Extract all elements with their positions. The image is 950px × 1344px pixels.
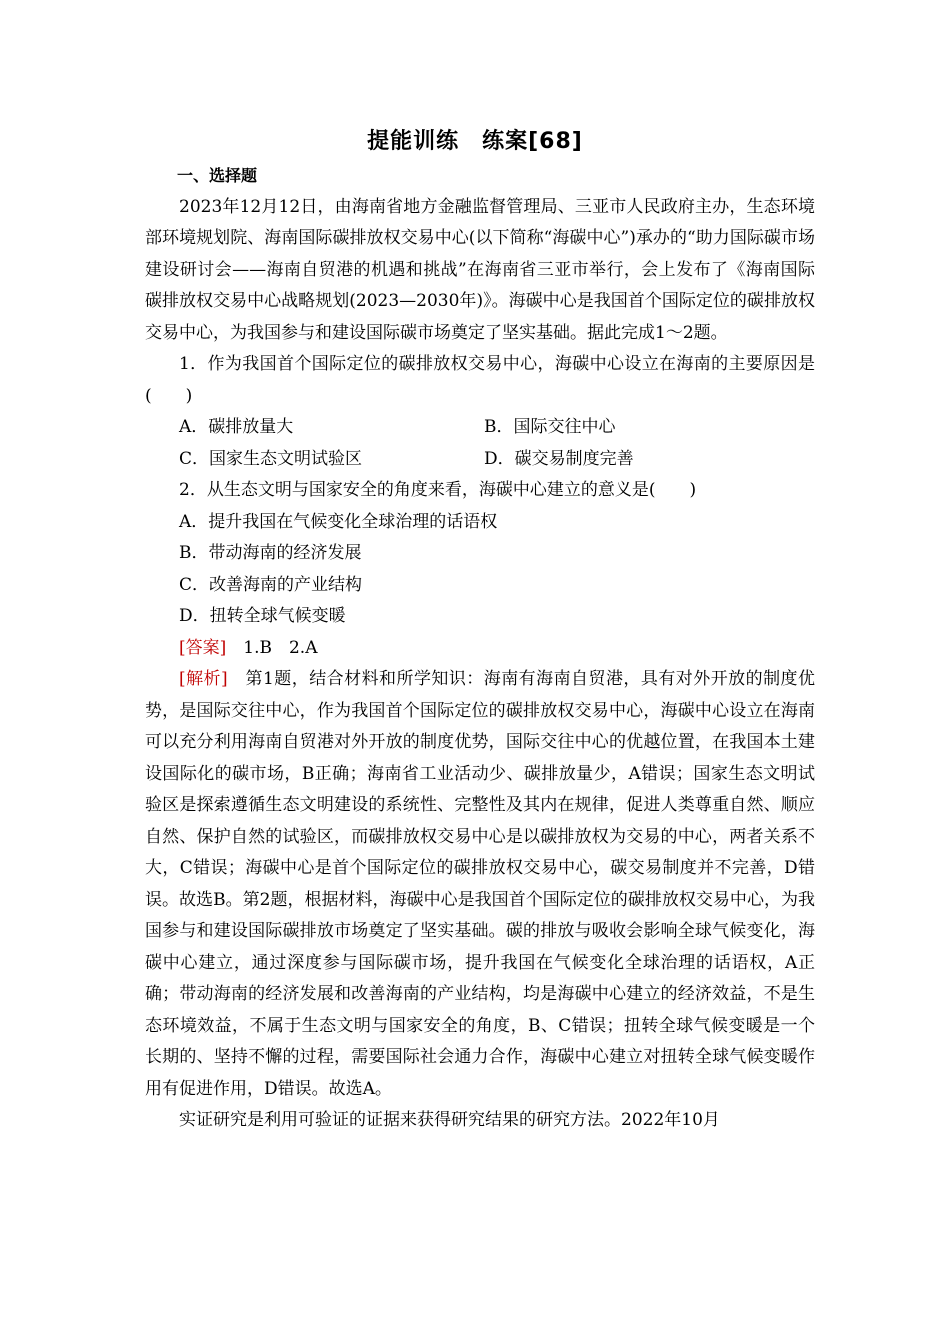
q2-option-a: A．提升我国在气候变化全球治理的话语权	[179, 511, 498, 532]
q1-option-b: B．国际交往中心	[484, 417, 616, 437]
question-1-options-row-1	[145, 412, 815, 444]
q1-option-a: A．碳排放量大	[179, 417, 294, 437]
answer-tag: [答案]	[179, 637, 227, 658]
document-body	[145, 160, 815, 1137]
next-passage-text: 实证研究是利用可验证的证据来获得研究结果的研究方法。2022年10月	[179, 1110, 720, 1130]
q2-option-c: C．改善海南的产业结构	[179, 574, 363, 595]
q1-option-d: D．碳交易制度完善	[484, 448, 634, 469]
question-1-stem: 1．作为我国首个国际定位的碳排放权交易中心，海碳中心设立在海南的主要原因是( )	[145, 354, 815, 406]
q2-option-b: B．带动海南的经济发展	[179, 543, 362, 563]
analysis-tag: [解析]	[179, 669, 228, 689]
section-heading: 一、选择题	[177, 166, 258, 185]
answer-line	[145, 633, 815, 665]
q1-option-c: C．国家生态文明试验区	[179, 448, 363, 469]
passage-text: 2023年12月12日，由海南省地方金融监督管理局、三亚市人民政府主办，生态环境部环境规划院、海南国际碳排放权交易中心(以下简称“海碳中心”)承办的“助力国际碳市场建设研讨会——海南自贸港的机遇和挑战”在海南省三亚市举行，会上发布了《海南国际碳排放权交易中心战略规划(2023—2030年)》。海碳中心是我国首个国际定位的碳排放权交易中心，为我国参与和建设国际碳市场奠定了坚实基础。据此完成1～2题。	[145, 196, 815, 343]
answer-text: 1.B 2.A	[226, 637, 318, 658]
question-1-options-row-2	[145, 444, 815, 476]
analysis-text: 第1题，结合材料和所学知识：海南有海南自贸港，具有对外开放的制度优势，是国际交往中心，作为我国首个国际定位的碳排放权交易中心，海碳中心设立在海南可以充分利用海南自贸港对外开放的制度优势，国际交往中心的优越位置，在我国本土建设国际化的碳市场，B正确；海南省工业活动少、碳排放量少，A错误；国家生态文明试验区是探索遵循生态文明建设的系统性、完整性及其内在规律，促进人类尊重自然、顺应自然、保护自然的试验区，而碳排放权交易中心是以碳排放权为交易的中心，两者关系不大，C错误；海碳中心是首个国际定位的碳排放权交易中心，碳交易制度并不完善，D错误。故选B。第2题，根据材料，海碳中心是我国首个国际定位的碳排放权交易中心，为我国参与和建设国际碳排放市场奠定了坚实基础。碳的排放与吸收会影响全球气候变化，海碳中心建立，通过深度参与国际碳市场，提升我国在气候变化全球治理的话语权，A正确；带动海南的经济发展和改善海南的产业结构，均是海碳中心建立的经济效益，不是生态环境效益，不属于生态文明与国家安全的角度，B、C错误；扭转全球气候变暖是一个长期的、坚持不懈的过程，需要国际社会通力合作，海碳中心建立对扭转全球气候变暖作用有促进作用，D错误。故选A。	[145, 669, 815, 1099]
q2-option-d: D．扭转全球气候变暖	[179, 606, 346, 626]
analysis-paragraph	[145, 664, 815, 1105]
question-2-stem: 2．从生态文明与国家安全的角度来看，海碳中心建立的意义是( )	[179, 480, 697, 500]
page-title: 提能训练 练案[68]	[367, 129, 583, 154]
